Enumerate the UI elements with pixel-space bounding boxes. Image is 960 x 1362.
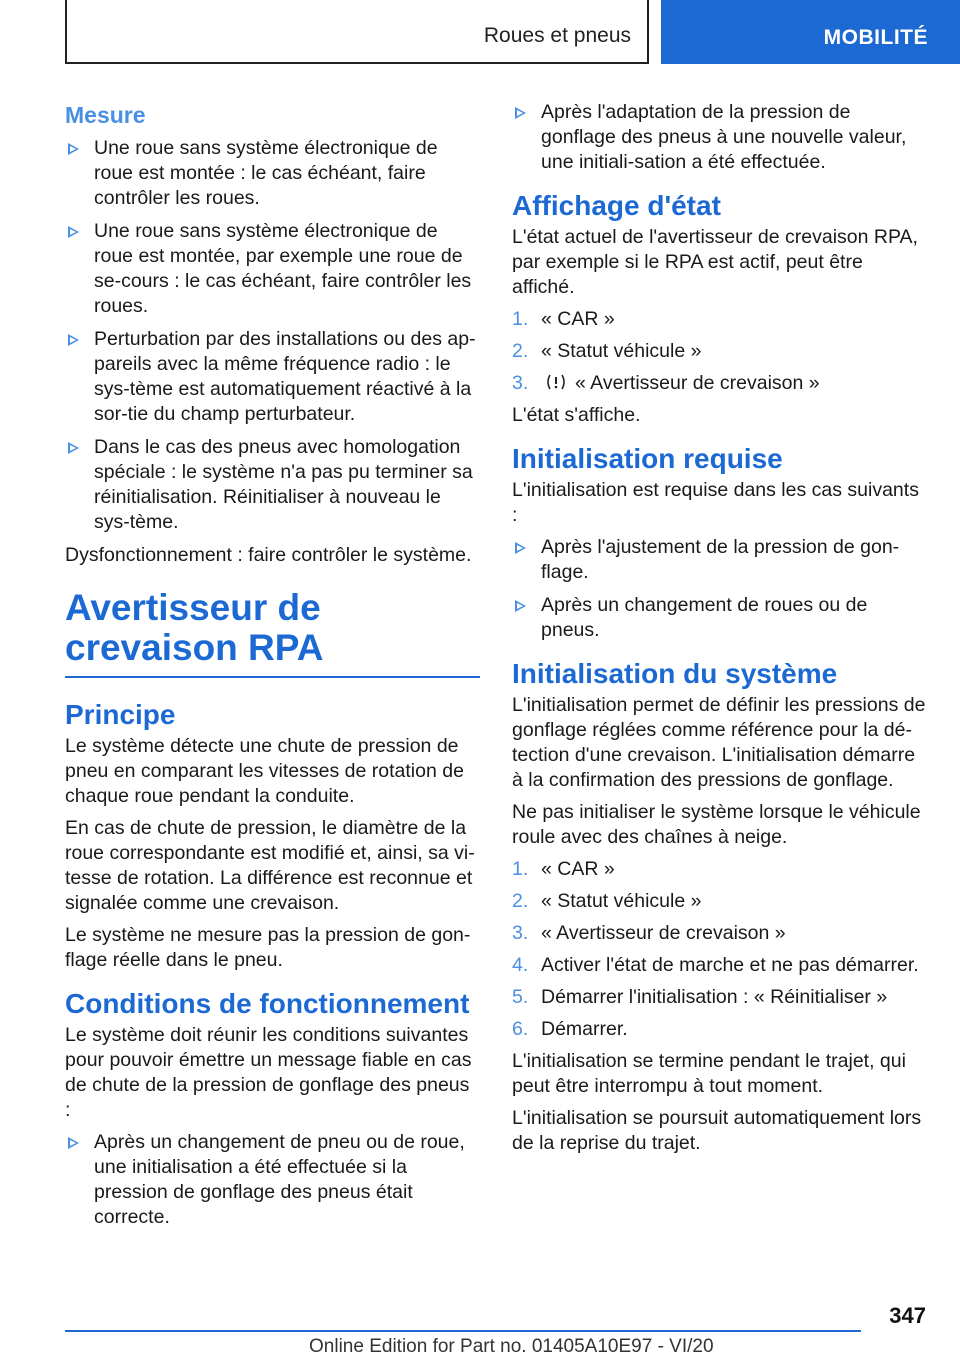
step-item [512,985,927,1010]
mesure-heading: Mesure [65,102,146,128]
dysfonctionnement-text: Dysfonctionnement : faire contrôler le système. [65,544,472,566]
init-requise-list [512,535,927,643]
init-requise-heading: Initialisation requise [512,443,783,474]
step-text: « CAR » [541,308,615,330]
step-number: 1. [512,858,529,880]
edition-footer: Online Edition for Part no. 01405A10E97 - VI/20 [309,1336,714,1357]
affichage-result: L'état s'affiche. [512,404,641,426]
step-number: 3. [512,372,529,394]
step-text: « Avertisseur de crevaison » [541,922,786,944]
step-text: Démarrer. [541,1018,628,1040]
step-number: 1. [512,308,529,330]
list-item: Une roue sans système électronique de roue est montée, par exemple une roue de se-cours : le cas échéant, faire contrôler les roues. [65,219,480,319]
principe-paragraph: Le système détecte une chute de pression de pneu en comparant les vitesses de rotation de chaque roue pendant la conduite. [65,735,464,807]
mesure-list [65,136,480,535]
triangle-bullet-icon [68,1137,79,1149]
conditions-intro: Le système doit réunir les conditions suivantes pour pouvoir émettre un message fiable en cas de chute de la pression de gonflage des pneus : [65,1024,472,1121]
step-item [512,339,927,364]
step-item [512,307,927,332]
triangle-bullet-icon [515,542,526,554]
conditions-list-continued [512,100,927,175]
left-column [65,100,480,1238]
step-item [512,953,927,978]
chapter-tab[interactable] [661,0,960,64]
step-number: 6. [512,1018,529,1040]
init-requise-intro: L'initialisation est requise dans les cas suivants : [512,479,919,526]
step-number: 4. [512,954,529,976]
step-number: 2. [512,340,529,362]
triangle-bullet-icon [68,334,79,346]
step-number: 5. [512,986,529,1008]
list-item: Après un changement de roues ou de pneus. [512,593,927,643]
conditions-heading: Conditions de fonctionnement [65,988,470,1019]
triangle-bullet-icon [68,442,79,454]
affichage-intro: L'état actuel de l'avertisseur de crevaison RPA, par exemple si le RPA est actif, peut être affiché. [512,226,918,298]
list-item: Après l'adaptation de la pression de gonflage des pneus à une nouvelle valeur, une initiali-sation a été effectuée. [512,100,927,175]
step-item [512,921,927,946]
principe-paragraph: En cas de chute de pression, le diamètre de la roue correspondante est modifié et, ainsi, sa vi-tesse de rotation. La différence est reconnue et signalée comme une crevaison. [65,817,475,914]
affichage-steps [512,307,927,396]
init-systeme-paragraph: L'initialisation permet de définir les pressions de gonflage réglées comme référence pour la dé-tection d'une crevaison. L'initialisation démarre à la confirmation des pressions de gonflage. [512,694,926,791]
step-number: 3. [512,922,529,944]
step-item [512,857,927,882]
right-column [512,100,927,1163]
list-item: Dans le cas des pneus avec homologation spéciale : le système n'a pas pu terminer sa réinitialisation. Réinitialiser à nouveau le sys-tème. [65,435,480,535]
triangle-bullet-icon [515,107,526,119]
affichage-heading: Affichage d'état [512,190,721,221]
main-title: Avertisseur de crevaison RPA [65,588,480,678]
footer-divider [65,1330,861,1332]
conditions-list [65,1130,480,1230]
page-header [0,0,960,64]
tire-pressure-warning-icon [545,373,567,391]
step-item [512,1017,927,1042]
step-text: « Avertisseur de crevaison » [575,372,820,394]
chapter-tab-label: MOBILITÉ [823,26,928,49]
section-header-box [65,0,649,64]
init-systeme-steps [512,857,927,1042]
step-text: « CAR » [541,858,615,880]
init-systeme-paragraph: Ne pas initialiser le système lorsque le véhicule roule avec des chaînes à neige. [512,801,921,848]
section-title: Roues et pneus [483,24,631,47]
triangle-bullet-icon [68,143,79,155]
step-number: 2. [512,890,529,912]
step-text: « Statut véhicule » [541,340,702,362]
closing-paragraph: L'initialisation se poursuit automatiquement lors de la reprise du trajet. [512,1107,922,1154]
step-item [512,371,927,396]
step-text: Démarrer l'initialisation : « Réinitialiser » [541,986,888,1008]
triangle-bullet-icon [515,600,526,612]
page-number: 347 [889,1303,926,1328]
step-item [512,889,927,914]
step-text: « Statut véhicule » [541,890,702,912]
triangle-bullet-icon [68,226,79,238]
closing-paragraph: L'initialisation se termine pendant le trajet, qui peut être interrompu à tout moment. [512,1050,906,1097]
list-item: Après un changement de pneu ou de roue, une initialisation a été effectuée si la pression de gonflage des pneus était correcte. [65,1130,480,1230]
list-item: Une roue sans système électronique de roue est montée : le cas échéant, faire contrôler les roues. [65,136,480,211]
list-item: Perturbation par des installations ou des ap-pareils avec la même fréquence radio : le sys-tème est automatiquement réactivé à la sor-tie du champ perturbateur. [65,327,480,427]
principe-paragraph: Le système ne mesure pas la pression de gon-flage réelle dans le pneu. [65,924,471,971]
init-systeme-heading: Initialisation du système [512,658,838,689]
principe-heading: Principe [65,699,176,730]
list-item: Après l'ajustement de la pression de gon-flage. [512,535,927,585]
step-text: Activer l'état de marche et ne pas démarrer. [541,954,919,976]
